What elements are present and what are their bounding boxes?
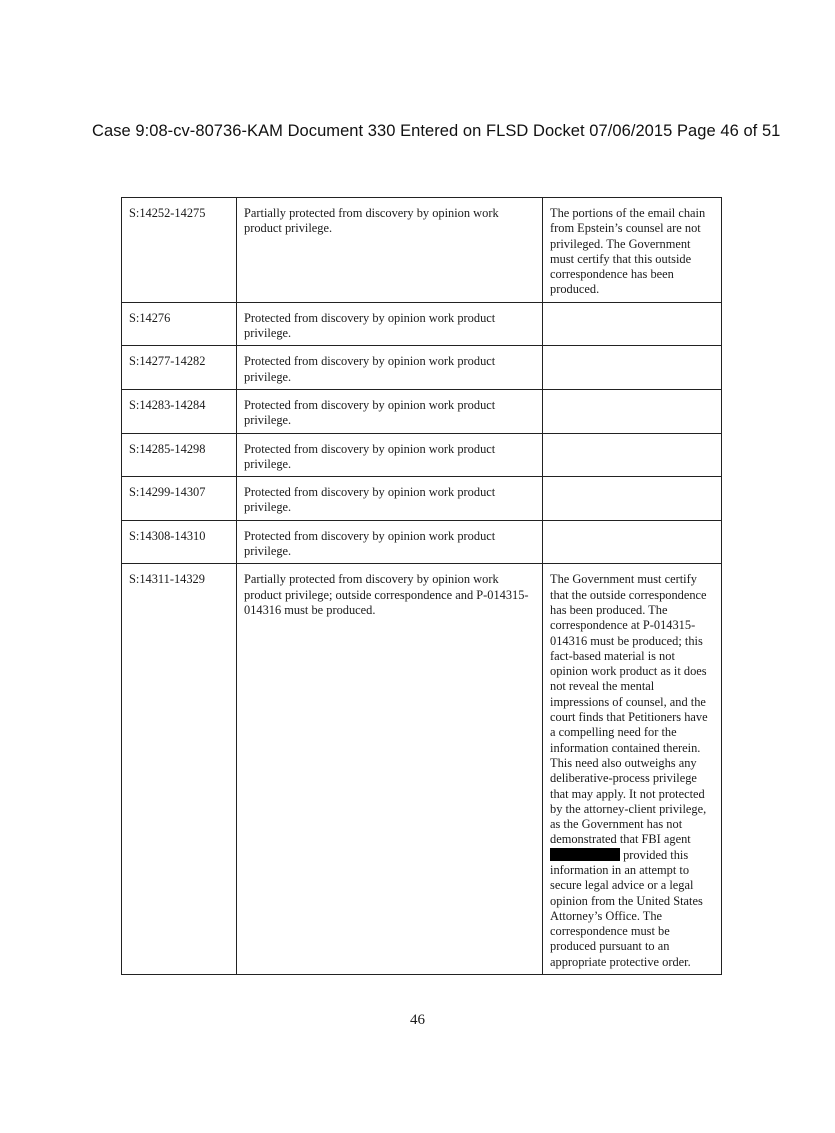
table-row <box>122 198 722 303</box>
notes-cell <box>543 520 722 564</box>
case-header: Case 9:08-cv-80736-KAM Document 330 Entered on FLSD Docket 07/06/2015 Page 46 of 51 <box>92 122 781 140</box>
privilege-log-table <box>121 197 722 975</box>
notes-cell <box>543 346 722 390</box>
ruling-cell: Protected from discovery by opinion work product privilege. <box>237 389 543 433</box>
ruling-cell: Partially protected from discovery by opinion work product privilege; outside correspondence and P-014315-014316 must be produced. <box>237 564 543 975</box>
ruling-cell: Protected from discovery by opinion work product privilege. <box>237 477 543 521</box>
notes-text: provided this information in an attempt to secure legal advice or a legal opinion from the United States Attorney’s Office. The correspondence must be produced pursuant to an appropriate protective order. <box>550 847 703 969</box>
document-id-cell: S:14277-14282 <box>122 346 237 390</box>
notes-cell: The portions of the email chain from Epstein’s counsel are not privileged. The Government must certify that this outside correspondence has been produced. <box>543 198 722 303</box>
notes-cell <box>543 302 722 346</box>
document-id-cell: S:14283-14284 <box>122 389 237 433</box>
table-row <box>122 389 722 433</box>
table-row <box>122 433 722 477</box>
document-id-cell: S:14308-14310 <box>122 520 237 564</box>
table-row <box>122 346 722 390</box>
notes-cell <box>543 477 722 521</box>
document-id-cell: S:14311-14329 <box>122 564 237 975</box>
table-row <box>122 564 722 975</box>
notes-cell <box>543 389 722 433</box>
document-id-cell: S:14285-14298 <box>122 433 237 477</box>
document-id-cell: S:14299-14307 <box>122 477 237 521</box>
page-number: 46 <box>410 1012 425 1028</box>
document-id-cell: S:14252-14275 <box>122 198 237 303</box>
notes-cell <box>543 433 722 477</box>
notes-cell <box>543 564 722 975</box>
notes-text: The Government must certify that the outside correspondence has been produced. The correspondence at P-014315-014316 must be produced; this fact-based material is not opinion work product as it does not reveal the mental impressions of counsel, and the court finds that Petitioners have a compelling need for the information contained therein. This need also outweighs any deliberative-process privilege that may apply. It not protected by the attorney-client privilege, as the Government has not demonstrated that FBI agent <box>550 572 708 847</box>
ruling-cell: Protected from discovery by opinion work product privilege. <box>237 302 543 346</box>
ruling-cell: Protected from discovery by opinion work product privilege. <box>237 520 543 564</box>
ruling-cell: Partially protected from discovery by opinion work product privilege. <box>237 198 543 303</box>
table-row <box>122 520 722 564</box>
document-id-cell: S:14276 <box>122 302 237 346</box>
redaction-block <box>550 848 620 861</box>
table-row <box>122 477 722 521</box>
ruling-cell: Protected from discovery by opinion work product privilege. <box>237 433 543 477</box>
ruling-cell: Protected from discovery by opinion work product privilege. <box>237 346 543 390</box>
table-row <box>122 302 722 346</box>
